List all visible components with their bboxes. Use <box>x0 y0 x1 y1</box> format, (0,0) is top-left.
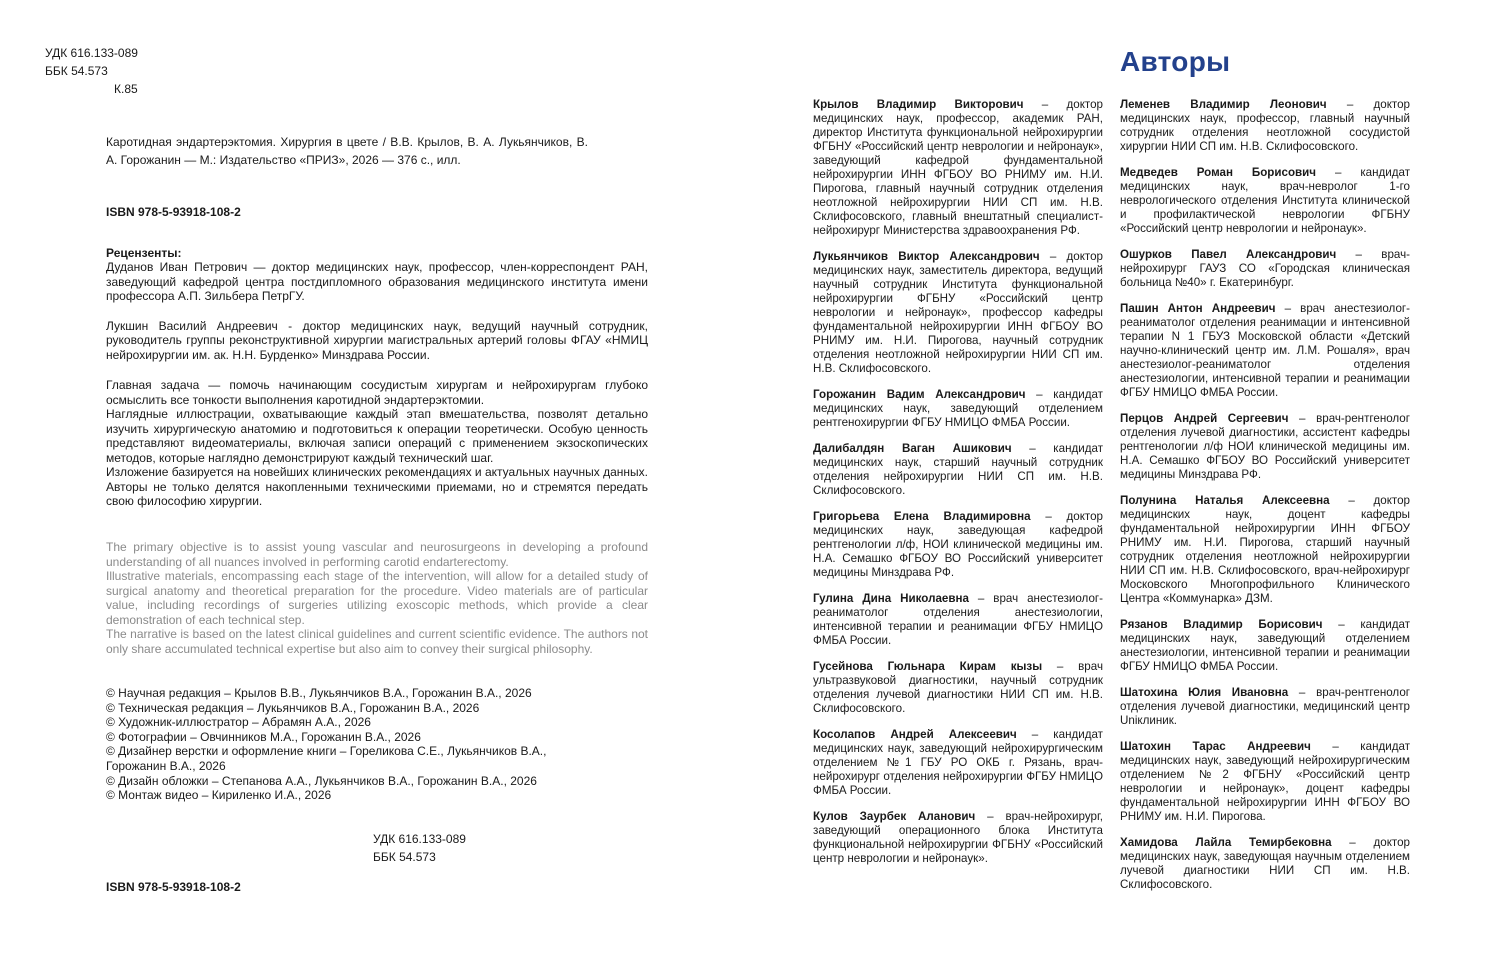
author-name: Гусейнова Гюльнара Кирам кызы <box>813 660 1043 673</box>
author-entry <box>1120 98 1410 154</box>
author-description: – доктор медицинских наук, доцент кафедры фундаментальной нейрохирургии ИНН ФГБОУ РНИМУ им. Н.И. Пирогова, старший научный сотрудник отделения неотложной нейрохирургии НИИ СП им. Н.В. Склифосовского, врач-нейрохирург Московского Многопрофильного Клинического Центра «Коммунарка» ДЗМ. <box>1120 494 1410 605</box>
copyright-line: © Дизайн обложки – Степанова А.А., Лукьянчиков В.А., Горожанин В.А., 2026 <box>106 773 537 788</box>
bibliographic-record: Каротидная эндартерэктомия. Хирургия в цвете / В.В. Крылов, В. А. Лукьянчиков, В. А. Горожанин — М.: Издательство «ПРИЗ», 2026 — 376 с., илл. <box>106 135 588 167</box>
abstract-paragraph: The narrative is based on the latest clinical guidelines and current scientific evidence. The authors not only share accumulated technical expertise but also aim to convey their surgical philosophy. <box>106 627 648 656</box>
author-name: Григорьева Елена Владимировна <box>813 510 1031 523</box>
author-description: – врач-рентгенолог отделения лучевой диагностики, ассистент кафедры рентгенологии л/ф НОИ клинической медицины им. Н.А. Семашко ФГБОУ ВО Российский университет медицины Минздрава РФ. <box>1120 412 1410 481</box>
author-description: – врач-нейрохирург, заведующий операционного блока Института функциональной нейрохирургии ФГБНУ «Российский центр неврологии и нейронаук». <box>813 810 1103 865</box>
author-entry <box>813 660 1103 716</box>
author-description: – доктор медицинских наук, заведующая кафедрой рентгенологии л/ф, НОИ клинической медицины им. Н.А. Семашко ФГБОУ ВО Российский университет медицины Минздрава РФ. <box>813 510 1103 579</box>
author-description: – доктор медицинских наук, заместитель директора, ведущий научный сотрудник Института функциональной нейрохирургии ФГБНУ «Российский центр неврологии и нейронаук», профессор кафедры фундаментальной нейрохирургии ИНН ФГБОУ ВО РНИМУ им. Н.И. Пирогова, научный сотрудник отделения неотложной нейрохирургии НИИ СП им. Н.В. Склифосовского. <box>813 250 1103 375</box>
author-name: Ошурков Павел Александрович <box>1120 248 1337 261</box>
author-name: Шатохин Тарас Андреевич <box>1120 740 1311 753</box>
isbn-top: ISBN 978-5-93918-108-2 <box>106 205 241 219</box>
author-description: – кандидат медицинских наук, врач-невролог 1-го неврологического отделения Института клинической и профилактической неврологии ФГБНУ «Российский центр неврологии и нейронаук». <box>1120 166 1411 235</box>
author-entry <box>1120 248 1410 290</box>
abstract-paragraph: Изложение базируется на новейших клинических рекомендациях и актуальных научных данных. Авторы не только делятся накопленными техническими приемами, но и стремятся передать свою философию хирургии. <box>106 465 648 508</box>
author-mark: К.85 <box>114 82 138 96</box>
author-name: Перцов Андрей Сергеевич <box>1120 412 1289 425</box>
author-name: Горожанин Вадим Александрович <box>813 388 1026 401</box>
author-name: Пашин Антон Андреевич <box>1120 302 1276 315</box>
copyright-list <box>106 686 576 803</box>
author-name: Хамидова Лайла Темирбековна <box>1120 836 1332 849</box>
abstract-paragraph: Главная задача — помочь начинающим сосудистым хирургам и нейрохирургам глубоко осмыслить все тонкости выполнения каротидной эндартерэктомии. <box>106 378 648 407</box>
reviewers-heading: Рецензенты: <box>106 246 182 260</box>
bbk-code-bottom: ББК 54.573 <box>373 850 436 864</box>
author-entry <box>1120 740 1410 824</box>
isbn-bottom: ISBN 978-5-93918-108-2 <box>106 880 241 894</box>
author-description: – доктор медицинских наук, профессор, главный научный сотрудник отделения неотложной сосудистой хирургии НИИ СП им. Н.В. Склифосовского. <box>1120 98 1410 153</box>
author-entry <box>1120 686 1410 728</box>
copyright-line: © Монтаж видео – Кириленко И.А., 2026 <box>106 788 332 803</box>
author-entry <box>1120 412 1410 482</box>
author-name: Далибалдян Ваган Ашикович <box>813 442 1012 455</box>
author-entry <box>813 810 1103 866</box>
author-entry <box>1120 836 1410 892</box>
author-description: – кандидат медицинских наук, заведующий нейрохирургическим отделением №1 ГБУ РО ОКБ г. Рязань, врач-нейрохирург отделения нейрохирургии ФГБУ НМИЦО ФМБА России. <box>813 728 1103 797</box>
authors-title: Авторы <box>1120 46 1231 77</box>
author-name: Кулов Заурбек Аланович <box>813 810 976 823</box>
udk-code-bottom: УДК 616.133-089 <box>373 832 466 846</box>
author-entry <box>1120 166 1410 236</box>
copyright-line: © Фотографии – Овчинников М.А., Горожанин В.А., 2026 <box>106 729 421 744</box>
author-description: – кандидат медицинских наук, заведующий отделением анестезиологии, интенсивной терапии и реанимации ФГБУ НМИЦО ФМБА России. <box>1120 618 1411 673</box>
author-description: – кандидат медицинских наук, заведующий отделением рентгенохирургии ФГБУ НМИЦО ФМБА России. <box>813 388 1103 429</box>
author-entry <box>813 510 1103 580</box>
author-name: Крылов Владимир Викторович <box>813 98 1024 111</box>
author-entry <box>813 592 1103 648</box>
author-entry <box>1120 302 1410 400</box>
author-description: – врач анестезиолог-реаниматолог отделения анестезиологии, интенсивной терапии и реанимации ФГБУ НМИЦО ФМБА России. <box>813 592 1103 647</box>
copyright-line: © Художник-иллюстратор – Абрамян А.А., 2026 <box>106 715 371 730</box>
author-name: Леменев Владимир Леонович <box>1120 98 1327 111</box>
author-name: Полунина Наталья Алексеевна <box>1120 494 1330 507</box>
author-description: – кандидат медицинских наук, старший научный сотрудник отделения нейрохирургии НИИ СП им. Н.В. Склифосовского. <box>813 442 1103 497</box>
author-name: Гулина Дина Николаевна <box>813 592 969 605</box>
author-entry <box>813 728 1103 798</box>
author-entry <box>1120 494 1410 606</box>
udk-code-top: УДК 616.133-089 <box>45 46 138 60</box>
author-description: – врач-нейрохирург ГАУЗ СО «Городская клиническая больница №40» г. Екатеринбург. <box>1120 248 1410 289</box>
author-name: Медведев Роман Борисович <box>1120 166 1317 179</box>
abstract-english <box>106 540 648 656</box>
author-entry <box>813 442 1103 498</box>
author-name: Косолапов Андрей Алексеевич <box>813 728 1017 741</box>
author-entry <box>1120 618 1410 674</box>
copyright-line: © Научная редакция – Крылов В.В., Лукьянчиков В.А., Горожанин В.А., 2026 <box>106 686 532 700</box>
author-name: Шатохина Юлия Ивановна <box>1120 686 1289 699</box>
reviewers-block <box>106 246 648 362</box>
author-description: – врач анестезиолог-реаниматолог отделения реанимации и интенсивной терапии N 1 ГБУЗ Московской области «Детский научно-клинический центр им. Л.М. Рошаля», врач анестезиолог-реаниматолог отделения анестезиологии, интенсивной терапии и реанимации ФГБУ НМИЦО ФМБА России. <box>1120 302 1410 399</box>
reviewer-entry: Дуданов Иван Петрович — доктор медицинских наук, профессор, член-корреспондент РАН, заведующий кафедрой центра постдипломного образования медицинского института имени профессора А.П. Зильбера ПетрГУ. <box>106 260 648 303</box>
author-name: Рязанов Владимир Борисович <box>1120 618 1323 631</box>
author-entry <box>813 98 1103 238</box>
author-description: – кандидат медицинских наук, заведующий нейрохирургическим отделением №2 ФГБНУ «Российский центр неврологии и нейронаук», доцент кафедры фундаментальной нейрохирургии ИНН ФГБОУ ВО РНИМУ им. Н.И. Пирогова. <box>1120 740 1410 823</box>
authors-column-2 <box>1120 98 1410 904</box>
authors-column-1 <box>813 98 1103 878</box>
reviewer-entry: Лукшин Василий Андреевич - доктор медицинских наук, ведущий научный сотрудник, руководитель группы реконструктивной хирургии магистральных артерий головы ФГАУ «НМИЦ нейрохирургии им. ак. Н.Н. Бурденко» Минздрава России. <box>106 318 648 362</box>
author-description: – доктор медицинских наук, профессор, академик РАН, директор Института функциональной нейрохирургии ФГБНУ «Российский центр неврологии и нейронаук», заведующий кафедрой фундаментальной нейрохирургии ИНН ФГБОУ ВО РНИМУ им. Н.И. Пирогова, главный научный сотрудник отделения неотложной нейрохирургии НИИ СП им. Н.В. Склифосовского, главный внештатный специалист-нейрохирург Министерства здравоохранения РФ. <box>813 98 1103 237</box>
abstract-paragraph: Наглядные иллюстрации, охватывающие каждый этап вмешательства, позволят детально изучить хирургическую анатомию и подготовиться к операции теоретически. Особую ценность представляют видеоматериалы, включая записи операций с применением экзоскопических методов, которые наглядно демонстрируют каждый технический шаг. <box>106 407 648 465</box>
author-description: – врач-рентгенолог отделения лучевой диагностики, медицинский центр Uniклиник. <box>1120 686 1410 727</box>
author-description: – доктор медицинских наук, заведующая научным отделением лучевой диагностики НИИ СП им. Н.В. Склифосовского. <box>1120 836 1410 891</box>
abstract-paragraph: Illustrative materials, encompassing each stage of the intervention, will allow for a detailed study of surgical anatomy and theoretical preparation for the procedure. Video materials are of particular value, including recordings of surgeries utilizing exoscopic methods, which provide a clear demonstration of each technical step. <box>106 569 648 627</box>
abstract-russian <box>106 378 648 509</box>
copyright-line: © Дизайнер верстки и оформление книги – Гореликова С.Е., Лукьянчиков В.А., Горожанин В.А., 2026 <box>106 744 547 773</box>
author-entry <box>813 388 1103 430</box>
copyright-line: © Техническая редакция – Лукьянчиков В.А., Горожанин В.А., 2026 <box>106 700 480 715</box>
author-description: – врач ультразвуковой диагностики, научный сотрудник отделения лучевой диагностики НИИ СП им. Н.В. Склифосовского. <box>813 660 1103 715</box>
abstract-paragraph: The primary objective is to assist young vascular and neurosurgeons in developing a profound understanding of all nuances involved in performing carotid endarterectomy. <box>106 540 648 569</box>
author-entry <box>813 250 1103 376</box>
bbk-code-top: ББК 54.573 <box>45 64 108 78</box>
author-name: Лукьянчиков Виктор Александрович <box>813 250 1040 263</box>
